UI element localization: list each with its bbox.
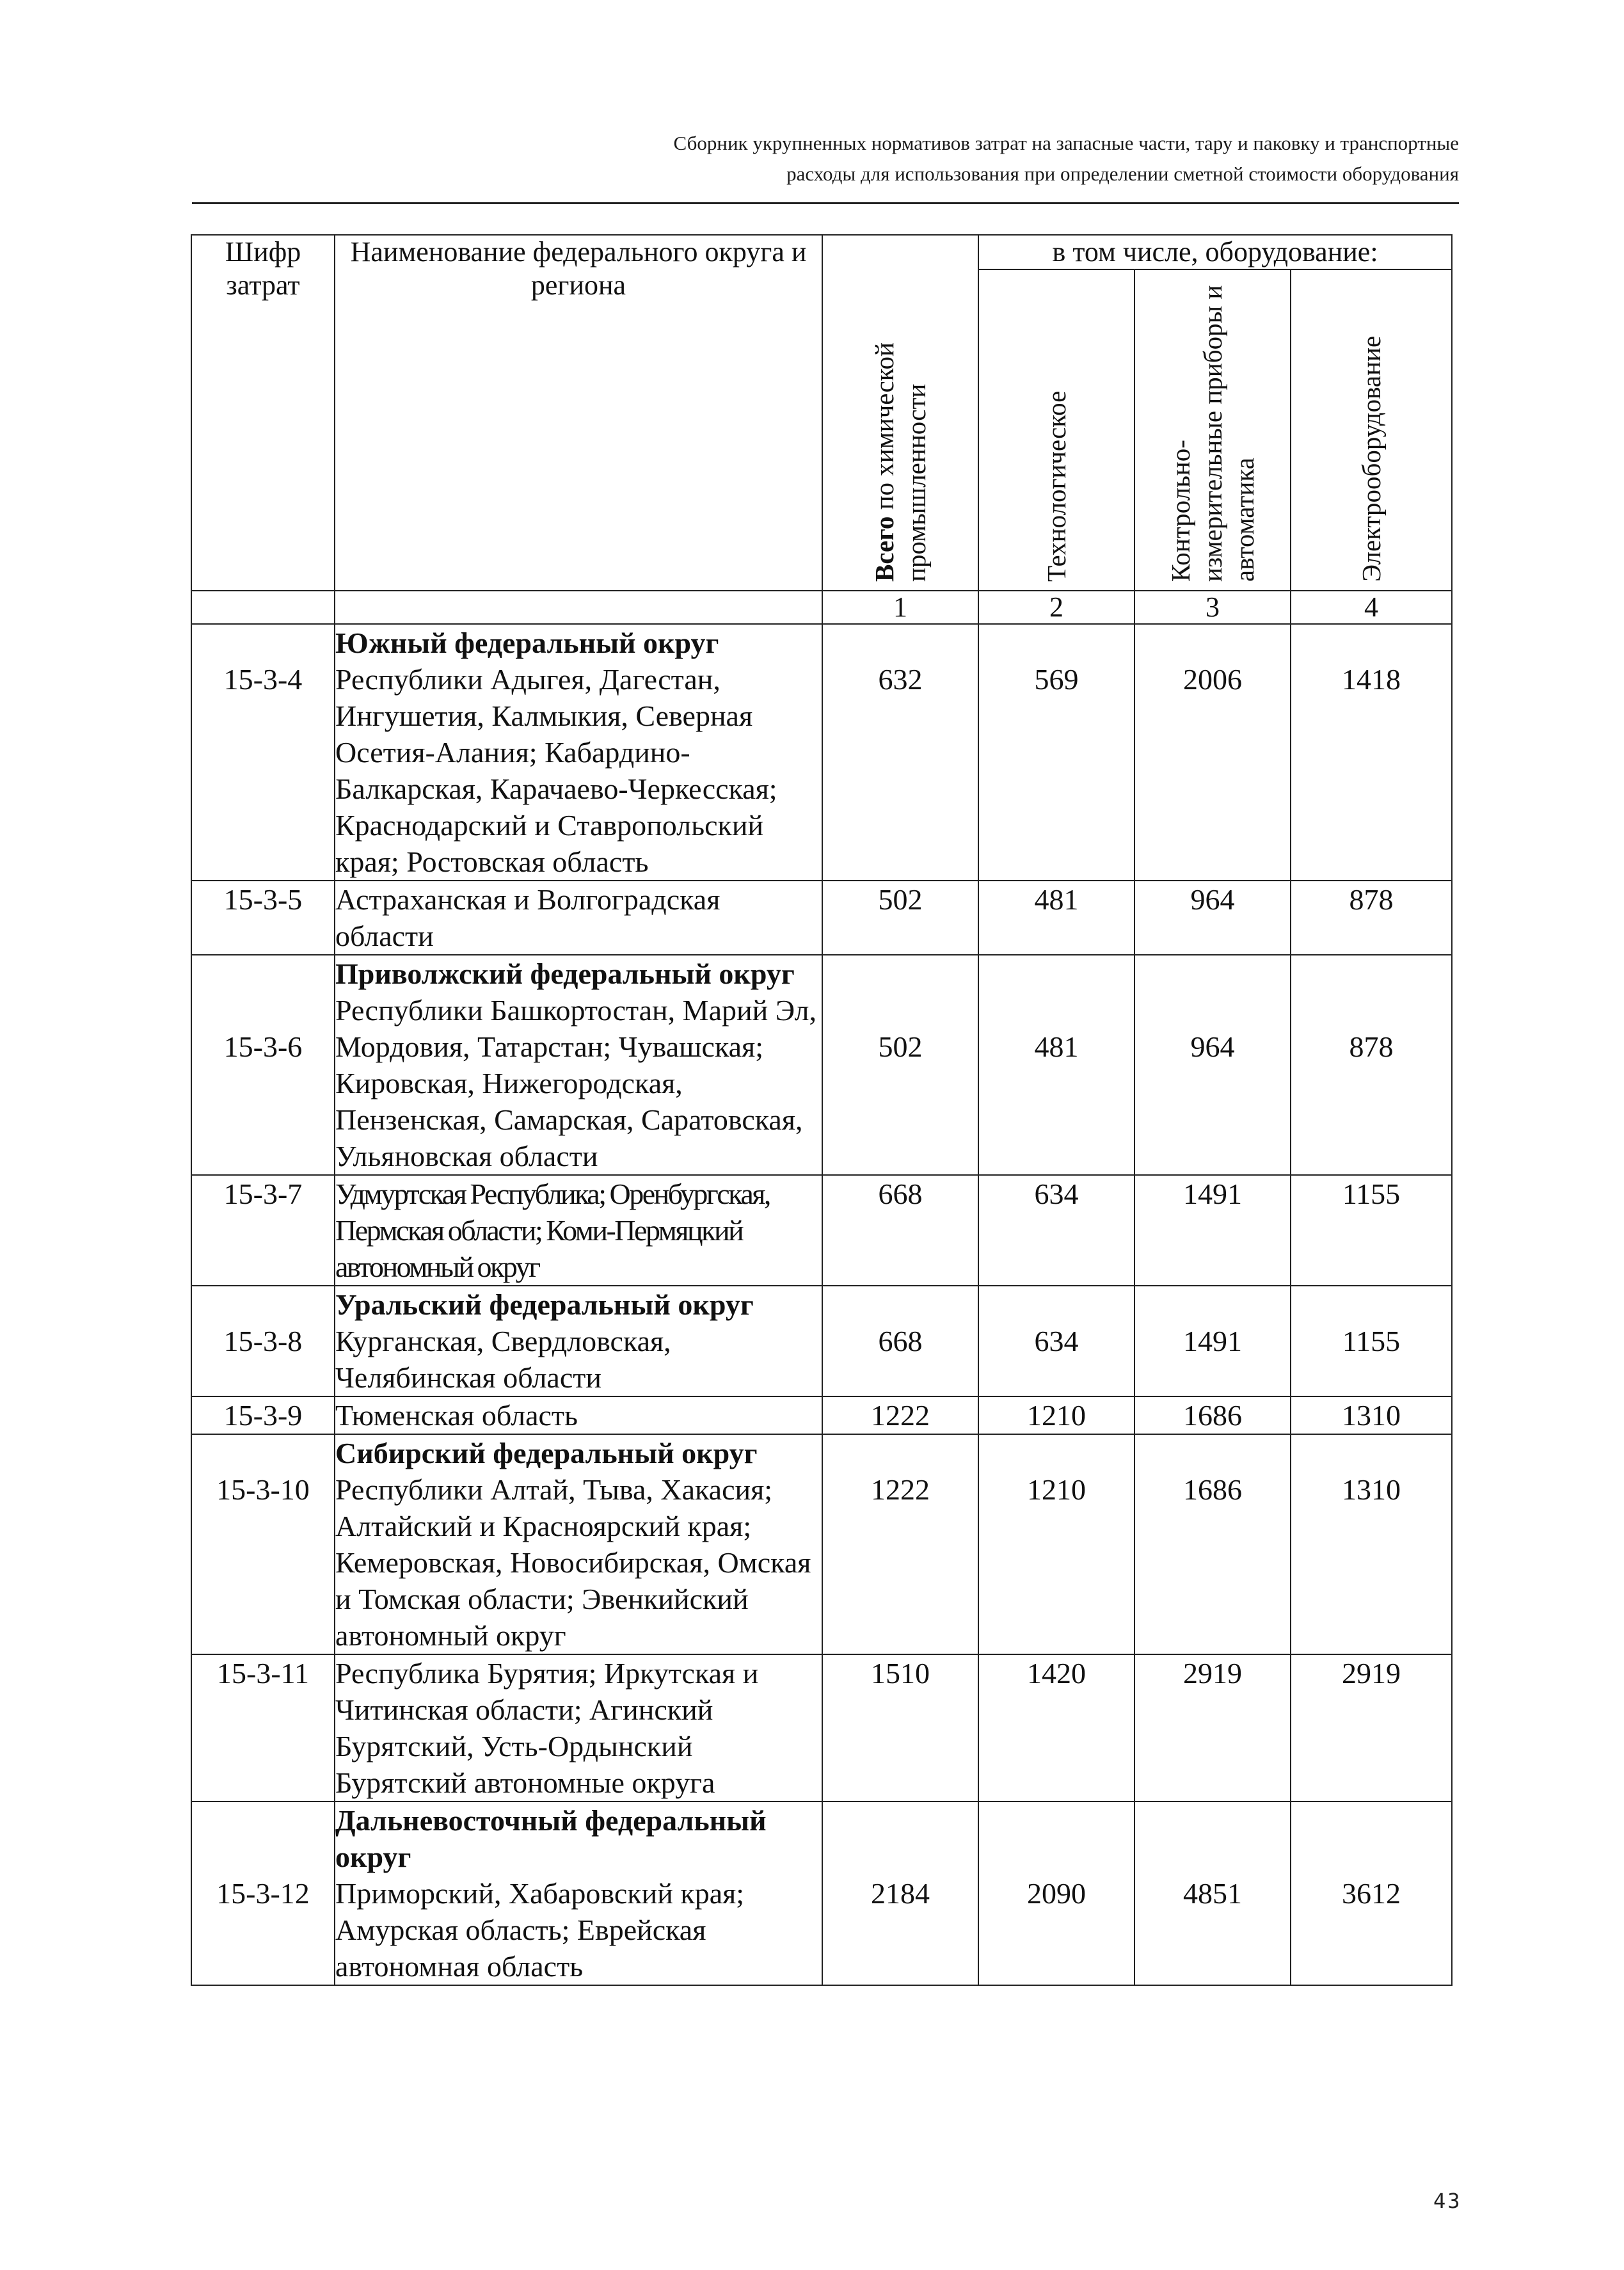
table-row <box>191 1654 1452 1802</box>
table-row <box>191 624 1452 881</box>
header-line-2: расходы для использования при определении сметной стоимости оборудования <box>786 163 1459 185</box>
value-total: 502 <box>822 881 978 955</box>
column-number: 2 <box>978 591 1134 624</box>
row-code: 15-3-9 <box>191 1396 335 1434</box>
cost-norms-table <box>191 234 1453 1986</box>
value-tech: 481 <box>978 881 1134 955</box>
value-kip: 964 <box>1190 1030 1235 1063</box>
region-name: Астраханская и Волгоградская области <box>335 881 822 955</box>
value-tech: 634 <box>1034 1325 1079 1357</box>
value-elec: 878 <box>1349 1030 1394 1063</box>
region-name: Приморский, Хабаровский края; Амурская область; Еврейская автономная область <box>335 1877 745 1983</box>
value-tech: 481 <box>1034 1030 1079 1063</box>
value-tech: 1210 <box>978 1396 1134 1434</box>
header-total <box>822 235 978 591</box>
value-kip: 964 <box>1134 881 1291 955</box>
value-total: 1222 <box>822 1396 978 1434</box>
header-tech: Технологическое <box>978 269 1134 591</box>
value-tech: 1210 <box>1027 1473 1086 1506</box>
row-code: 15-3-12 <box>216 1877 310 1910</box>
column-number: 4 <box>1291 591 1452 624</box>
region-name: Республики Алтай, Тыва, Хакасия; Алтайский и Красноярский края; Кемеровская, Новосибирская, Омская и Томская области; Эвенкийский автономный округ <box>335 1473 811 1652</box>
value-kip: 4851 <box>1183 1877 1242 1910</box>
header-name: Наименование федерального округа и региона <box>335 235 822 591</box>
row-code: 15-3-5 <box>191 881 335 955</box>
header-code: Шифр затрат <box>191 235 335 591</box>
column-number-row <box>191 591 1452 624</box>
value-kip: 1491 <box>1183 1325 1242 1357</box>
value-tech: 2090 <box>1027 1877 1086 1910</box>
value-kip: 1686 <box>1134 1396 1291 1434</box>
region-name: Удмуртская Республика; Оренбургская, Пермская области; Коми-Пермяцкий автономный округ <box>335 1175 822 1286</box>
value-total: 1222 <box>871 1473 930 1506</box>
value-elec: 1418 <box>1342 663 1401 696</box>
value-elec: 1310 <box>1291 1396 1452 1434</box>
value-elec: 2919 <box>1291 1654 1452 1802</box>
header-line-1: Сборник укрупненных нормативов затрат на запасные части, тару и паковку и транспортные <box>673 132 1459 154</box>
table-row <box>191 881 1452 955</box>
header-kip: Контрольно-измерительные приборы и автоматика <box>1134 269 1291 591</box>
table-row <box>191 1434 1452 1654</box>
header-divider <box>192 202 1459 204</box>
okrug-title: Сибирский федеральный округ <box>335 1437 758 1469</box>
value-kip: 1491 <box>1134 1175 1291 1286</box>
value-tech: 1420 <box>978 1654 1134 1802</box>
region-name: Республики Башкортостан, Марий Эл, Мордовия, Татарстан; Чувашская; Кировская, Нижегородская, Пензенская, Самарская, Саратовская, Ульяновская области <box>335 994 816 1172</box>
value-elec: 1155 <box>1342 1325 1401 1357</box>
column-number: 3 <box>1134 591 1291 624</box>
okrug-title: Дальневосточный федеральный округ <box>335 1804 767 1873</box>
page-number: 43 <box>1433 2189 1462 2213</box>
row-code: 15-3-10 <box>216 1473 310 1506</box>
header-total-bold: Всего <box>870 516 899 582</box>
document-header <box>192 128 1459 189</box>
okrug-title: Уральский федеральный округ <box>335 1288 754 1321</box>
value-elec: 878 <box>1291 881 1452 955</box>
value-kip: 2006 <box>1183 663 1242 696</box>
region-name: Курганская, Свердловская, Челябинская области <box>335 1325 671 1394</box>
row-code: 15-3-8 <box>223 1325 303 1357</box>
value-elec: 1310 <box>1342 1473 1401 1506</box>
value-total: 502 <box>878 1030 923 1063</box>
value-elec: 3612 <box>1342 1877 1401 1910</box>
okrug-title: Приволжский федеральный округ <box>335 957 795 990</box>
region-name: Тюменская область <box>335 1396 822 1434</box>
column-number: 1 <box>822 591 978 624</box>
table-row <box>191 1286 1452 1396</box>
value-total: 668 <box>822 1175 978 1286</box>
value-tech: 634 <box>978 1175 1134 1286</box>
header-total-rest: по химической промышленности <box>870 342 931 582</box>
row-code: 15-3-4 <box>223 663 303 696</box>
value-total: 632 <box>878 663 923 696</box>
value-total: 668 <box>878 1325 923 1357</box>
region-name: Республики Адыгея, Дагестан, Ингушетия, Калмыкия, Северная Осетия-Алания; Кабардино-Балкарская, Карачаево-Черкесская; Краснодарский и Ставропольский края; Ростовская область <box>335 663 777 878</box>
table-row <box>191 955 1452 1175</box>
row-code: 15-3-7 <box>191 1175 335 1286</box>
row-code: 15-3-6 <box>223 1030 303 1063</box>
header-elec: Электрооборудование <box>1291 269 1452 591</box>
column-number-blank <box>191 591 335 624</box>
region-name: Республика Бурятия; Иркутская и Читинская области; Агинский Бурятский, Усть-Ордынский Бурятский автономные округа <box>335 1654 822 1802</box>
table-row <box>191 1802 1452 1985</box>
table-row <box>191 1396 1452 1434</box>
value-elec: 1155 <box>1291 1175 1452 1286</box>
table-row <box>191 1175 1452 1286</box>
value-total: 1510 <box>822 1654 978 1802</box>
okrug-title: Южный федеральный округ <box>335 627 719 659</box>
header-group: в том числе, оборудование: <box>978 235 1452 269</box>
row-code: 15-3-11 <box>191 1654 335 1802</box>
value-kip: 1686 <box>1183 1473 1242 1506</box>
column-number-blank <box>335 591 822 624</box>
value-total: 2184 <box>871 1877 930 1910</box>
value-tech: 569 <box>1034 663 1079 696</box>
value-kip: 2919 <box>1134 1654 1291 1802</box>
